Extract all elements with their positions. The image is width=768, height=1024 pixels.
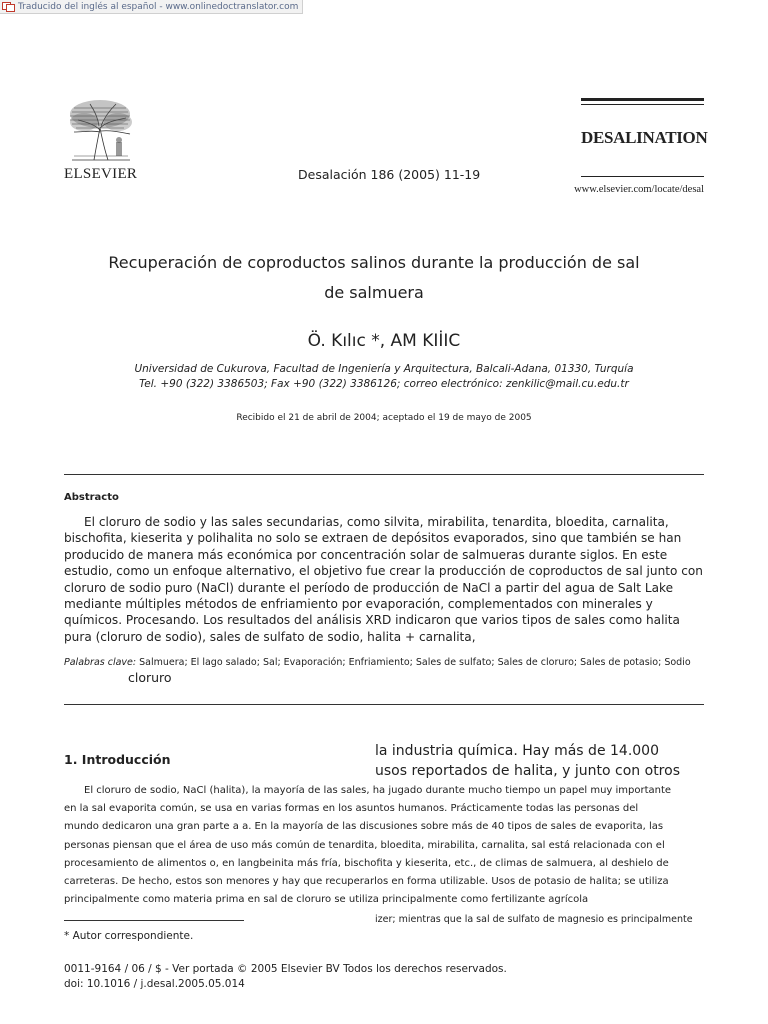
keywords-list: Salmuera; El lago salado; Sal; Evaporación; Enfriamiento; Sales de sulfato; Sales de cloruro; Sales de potasio; Sodio — [139, 657, 691, 668]
abstract-body: El cloruro de sodio y las sales secundarias, como silvita, mirabilita, tenardita, bloedita, carnalita, bischofita, kieserita y polihalita no solo se extraen de depósitos evaporados, sino que también se han producido de manera más económica por concentración solar de salmueras durante siglos. En este estudio, como un enfoque alternativo, el objetivo fue crear la producción de coproductos de sal junto con cloruro de sodio puro (NaCl) durante el período de producción de NaCl a partir del agua de Salt Lake mediante múltiples métodos de enfriamiento por evaporación, complementados con minerales y químicos. Procesando. Los resultados del análisis XRD indicaron que varios tipos de sales como halita pura (cloruro de sodio), sales de sulfato de sodio, halita + carnalita, — [64, 515, 703, 644]
received-dates: Recibido el 21 de abril de 2004; aceptado el 19 de mayo de 2005 — [236, 413, 532, 423]
right-column-tail: izer; mientras que la sal de sulfato de magnesio es principalmente — [375, 914, 693, 925]
copyright-line: 0011-9164 / 06 / $ - Ver portada © 2005 Elsevier BV Todos los derechos reservados. — [64, 963, 507, 975]
copyright — [64, 962, 507, 992]
journal-rule-top-thin — [581, 104, 704, 105]
journal-rule-top — [581, 98, 704, 101]
translator-link[interactable]: Traducido del inglés al español - www.onlinedoctranslator.com — [18, 1, 299, 12]
journal-name: DESALINATION — [581, 128, 708, 147]
translator-logo-icon — [2, 2, 15, 12]
authors: Ö. Kılıc *, AM KIİIC — [307, 331, 461, 351]
article-title — [90, 248, 658, 308]
affiliation — [64, 362, 704, 392]
translator-bar[interactable] — [0, 0, 303, 14]
doi[interactable]: doi: 10.1016 / j.desal.2005.05.014 — [64, 978, 245, 990]
footnote-rule — [64, 920, 244, 921]
section-heading: 1. Introducción — [64, 752, 171, 767]
journal-rule-bottom — [581, 176, 704, 177]
affiliation-line-2: Tel. +90 (322) 3386503; Fax +90 (322) 3386126; correo electrónico: zenkilic@mail.cu.edu.tr — [139, 378, 629, 390]
keywords-tail: cloruro — [128, 670, 172, 685]
elsevier-logo — [64, 98, 138, 164]
journal-url[interactable]: www.elsevier.com/locate/desal — [574, 184, 704, 195]
keywords — [64, 656, 704, 670]
keywords-label: Palabras clave: — [64, 657, 137, 668]
publisher-name: ELSEVIER — [64, 166, 138, 182]
right-column-text: la industria química. Hay más de 14.000 usos reportados de halita, y junto con otros — [375, 743, 680, 779]
affiliation-line-1: Universidad de Cukurova, Facultad de Ingeniería y Arquitectura, Balcali-Adana, 01330, Turquía — [134, 363, 634, 375]
elsevier-tree-icon — [64, 98, 138, 164]
title-line-2: de salmuera — [324, 283, 424, 302]
divider — [64, 704, 704, 705]
introduction-body: El cloruro de sodio, NaCl (halita), la mayoría de las sales, ha jugado durante mucho tiempo un papel muy importante en la sal evaporita común, se usa en varias formas en los asuntos humanos. Prácticamente todas las personas del mundo dedicaron una gran parte a a. En la mayoría de las discusiones sobre más de 40 tipos de sales de evaporita, las personas piensan que el área de uso más común de tenardita, bloedita, mirabilita, carnalita, sal está relacionada con el procesamiento de alimentos o, en langbeinita más fría, bischofita y kieserita, etc., de climas de salmuera, al deshielo de carreteras. De hecho, estos son menores y hay que recuperarlos en forma utilizable. Usos de potasio de halita; se utiliza principalmente como materia prima en sal de cloruro se utiliza principalmente como fertilizante agrícola — [64, 785, 672, 906]
abstract-heading: Abstracto — [64, 492, 119, 503]
divider — [64, 474, 704, 475]
title-line-1: Recuperación de coproductos salinos durante la producción de sal — [108, 253, 640, 272]
citation: Desalación 186 (2005) 11-19 — [298, 167, 481, 182]
footnote: * Autor correspondiente. — [64, 930, 194, 942]
